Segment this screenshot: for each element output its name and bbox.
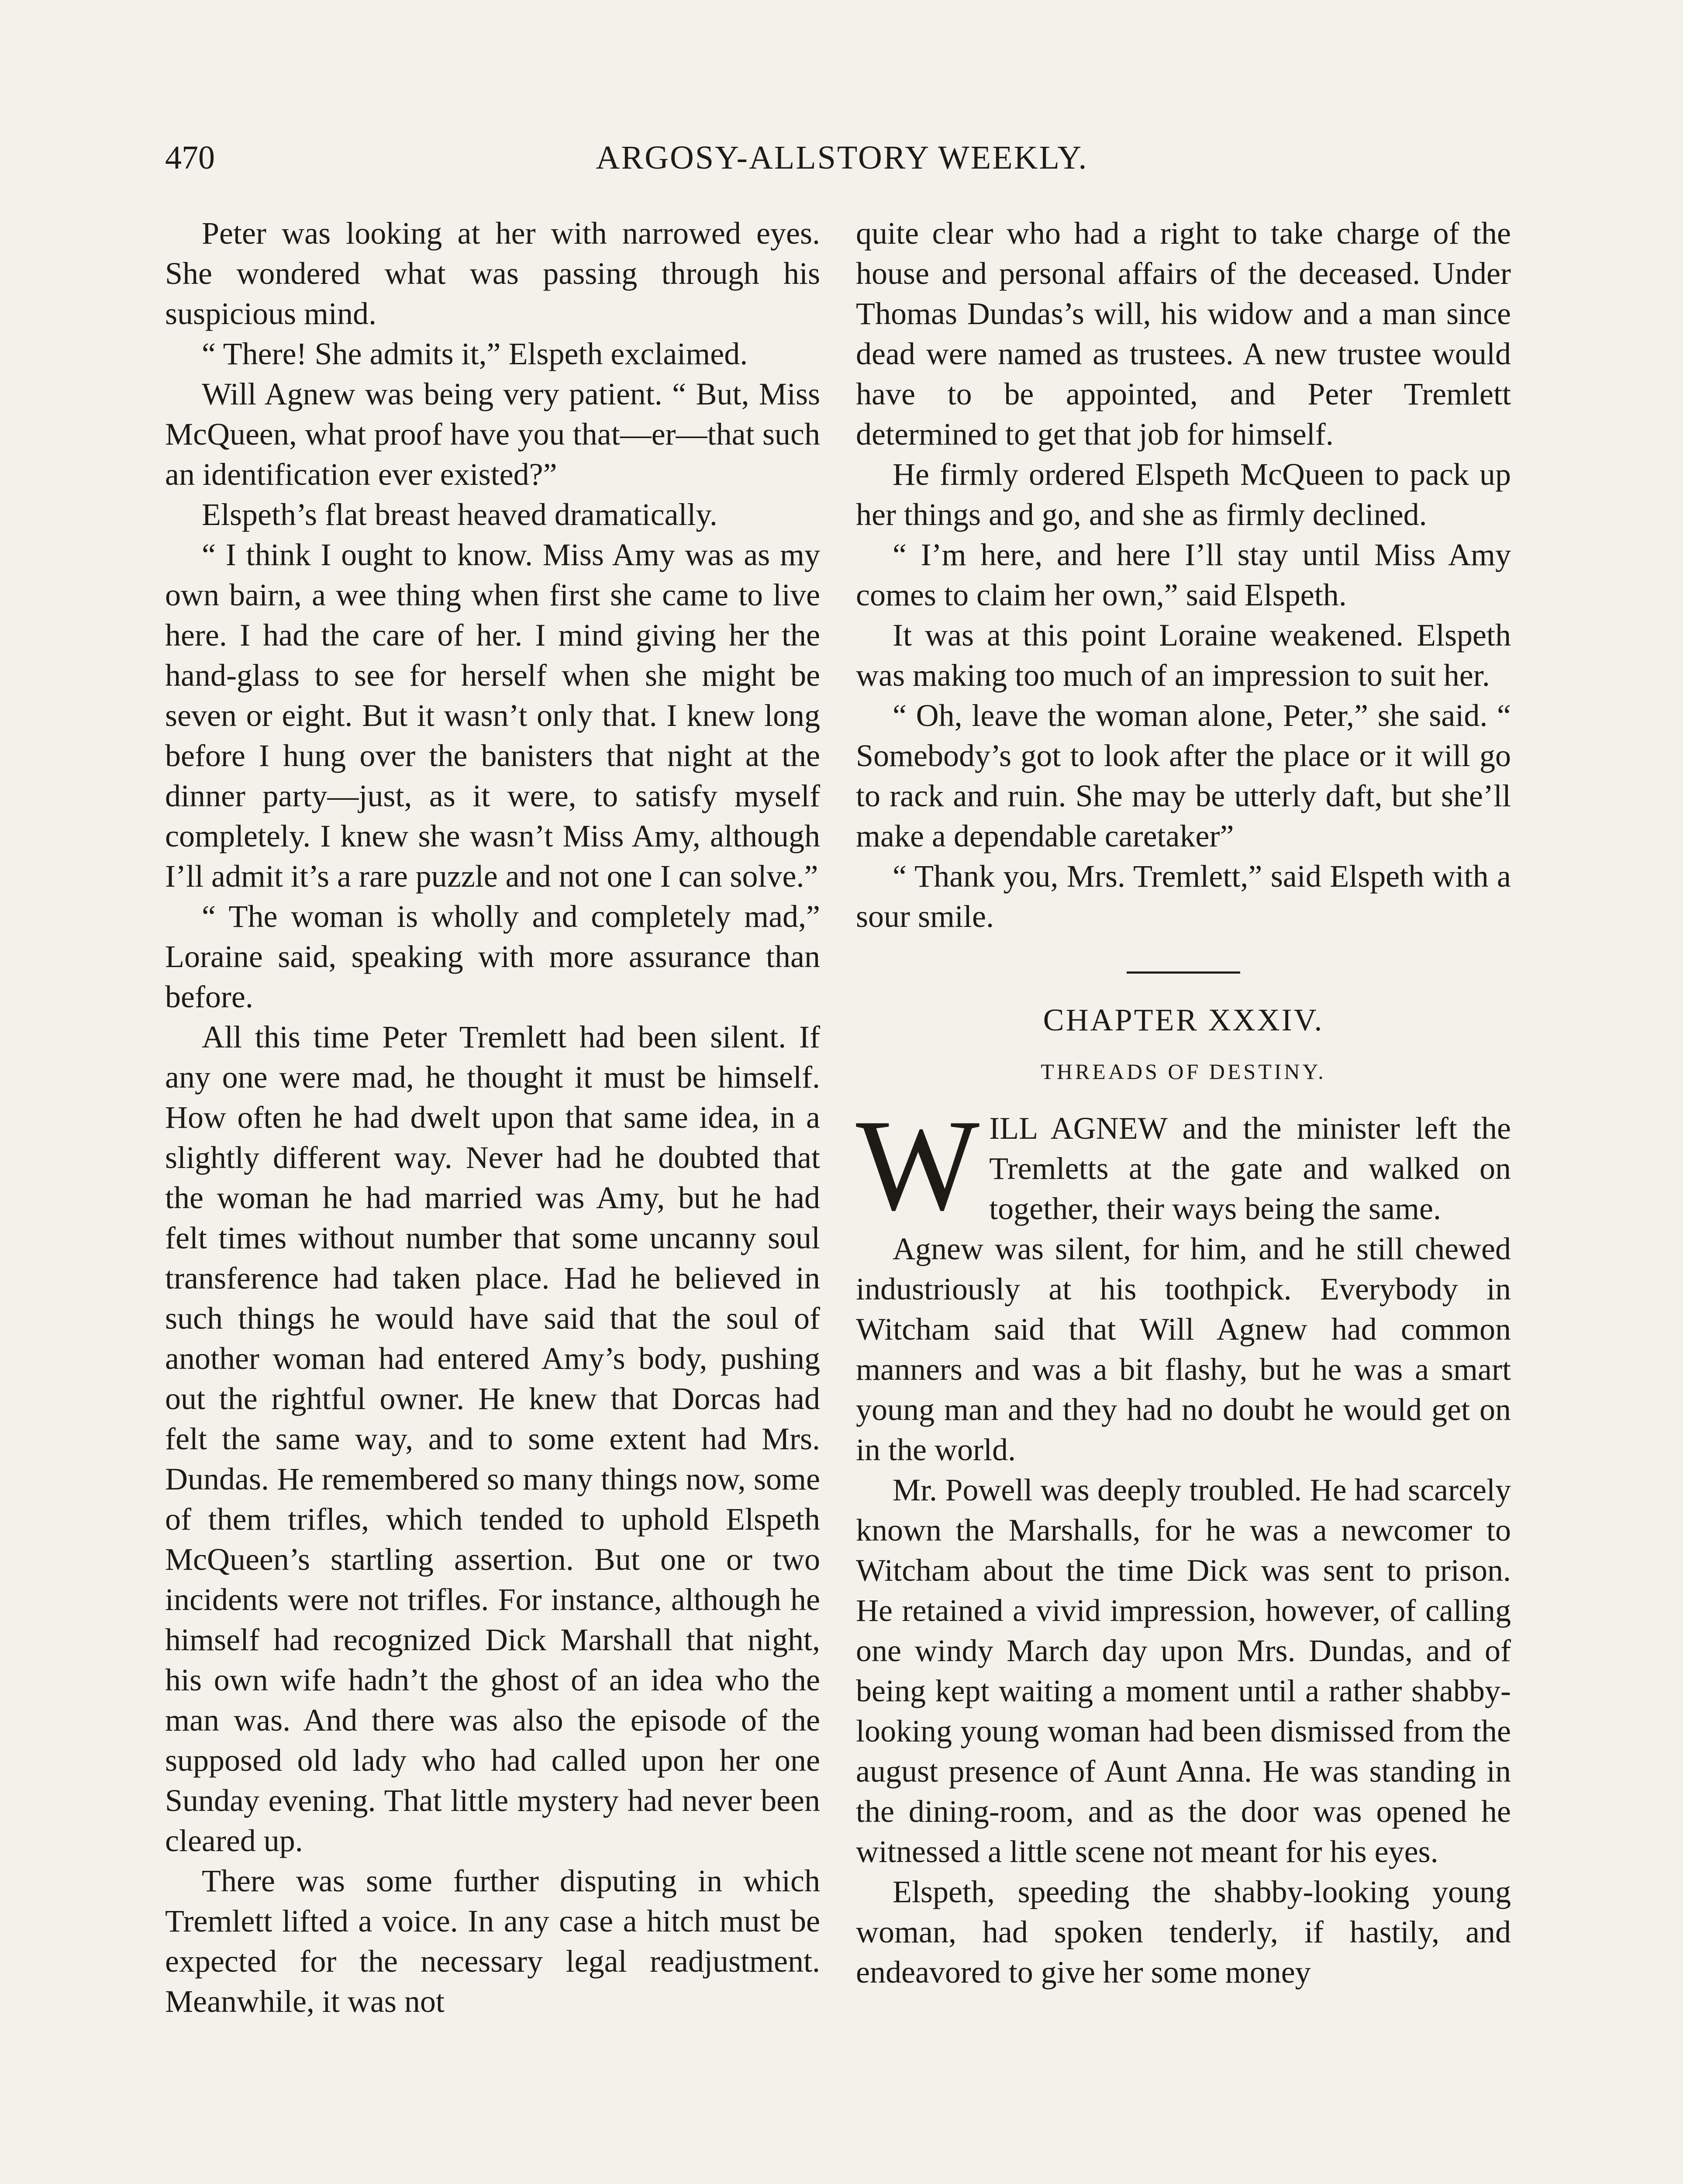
- chapter-opening-paragraph: [856, 1092, 1511, 1237]
- paragraph: “ I think I ought to know. Miss Amy was as my own bairn, a wee thing when first she came to live here. I had the care of her. I mind giving her the hand-glass to see for herself when she might be seven or eight. But it wasn’t only that. I knew long before I hung over the banisters that night at the dinner party—just, as it were, to satisfy myself completely. I knew she wasn’t Miss Amy, although I’ll admit it’s a rare puzzle and not one I can solve.”: [165, 537, 820, 894]
- chapter-title: CHAPTER XXXIV.: [1043, 1002, 1324, 1037]
- drop-cap: W: [856, 1092, 980, 1237]
- section-divider: [1127, 971, 1240, 974]
- paragraph: Elspeth’s flat breast heaved dramatically.: [202, 497, 717, 532]
- paragraph: All this time Peter Tremlett had been silent. If any one were mad, he thought it must be himself. How often he had dwelt upon that same idea, in a slightly different way. Never had he doubted that the woman he had married was Amy, but he had felt times without number that some uncanny soul transference had taken place. Had he believed in such things he would have said that the soul of another woman had entered Amy’s body, pushing out the rightful owner. He knew that Dorcas had felt the same way, and to some extent had Mrs. Dundas. He remembered so many things now, some of them trifles, which tended to uphold Elspeth McQueen’s startling assertion. But one or two incidents were not trifles. For instance, although he himself had recognized Dick Marshall that night, his own wife hadn’t the ghost of an idea who the man was. And there was also the episode of the supposed old lady who had called upon her one Sunday evening. That little mystery had never been cleared up.: [165, 1019, 820, 1858]
- paragraph: “ The woman is wholly and completely mad,” Loraine said, speaking with more assurance than before.: [165, 899, 820, 1014]
- paragraph: “ Thank you, Mrs. Tremlett,” said Elspeth with a sour smile.: [856, 859, 1511, 934]
- paragraph: quite clear who had a right to take charge of the house and personal affairs of the deceased. Under Thomas Dundas’s will, his widow and a man since dead were named as trustees. A new trustee would have to be appointed, and Peter Tremlett determined to get that job for himself.: [856, 216, 1511, 452]
- left-column: [165, 213, 820, 2022]
- running-title: ARGOSY-ALLSTORY WEEKLY.: [596, 139, 1088, 176]
- right-column: [856, 213, 1511, 1992]
- paragraph: Will Agnew was being very patient. “ But, Miss McQueen, what proof have you that—er—that such an identification ever existed?”: [165, 377, 820, 492]
- page-number: 470: [165, 139, 215, 176]
- paragraph: Elspeth, speeding the shabby-looking young woman, had spoken tenderly, if hastily, and endeavored to give her some money: [856, 1874, 1511, 1990]
- paragraph: Agnew was silent, for him, and he still chewed industriously at his toothpick. Everybody in Witcham said that Will Agnew had common manners and was a bit flashy, but he was a smart young man and they had no doubt he would get on in the world.: [856, 1231, 1511, 1467]
- paragraph: He firmly ordered Elspeth McQueen to pack up her things and go, and she as firmly declined.: [856, 457, 1511, 532]
- chapter-subtitle: THREADS OF DESTINY.: [1041, 1059, 1326, 1084]
- chapter-opening-text: ILL AGNEW and the minister left the Tremletts at the gate and walked on together, their ways being the same.: [989, 1111, 1511, 1226]
- paragraph: “ Oh, leave the woman alone, Peter,” she said. “ Somebody’s got to look after the place or it will go to rack and ruin. She may be utterly daft, but she’ll make a dependable caretaker”: [856, 698, 1511, 854]
- paragraph: Mr. Powell was deeply troubled. He had scarcely known the Marshalls, for he was a newcomer to Witcham about the time Dick was sent to prison. He retained a vivid impression, however, of calling one windy March day upon Mrs. Dundas, and of being kept waiting a moment until a rather shabby-looking young woman had been dismissed from the august presence of Aunt Anna. He was standing in the dining-room, and as the door was opened he witnessed a little scene not meant for his eyes.: [856, 1472, 1511, 1869]
- paragraph: It was at this point Loraine weakened. Elspeth was making too much of an impression to suit her.: [856, 618, 1511, 693]
- page-header: [165, 139, 1519, 187]
- paragraph: Peter was looking at her with narrowed eyes. She wondered what was passing through his suspicious mind.: [165, 216, 820, 331]
- paragraph: “ I’m here, and here I’ll stay until Miss Amy comes to claim her own,” said Elspeth.: [856, 537, 1511, 612]
- paragraph: “ There! She admits it,” Elspeth exclaimed.: [202, 336, 748, 371]
- paragraph: There was some further disputing in which Tremlett lifted a voice. In any case a hitch must be expected for the necessary legal readjustment. Meanwhile, it was not: [165, 1863, 820, 2019]
